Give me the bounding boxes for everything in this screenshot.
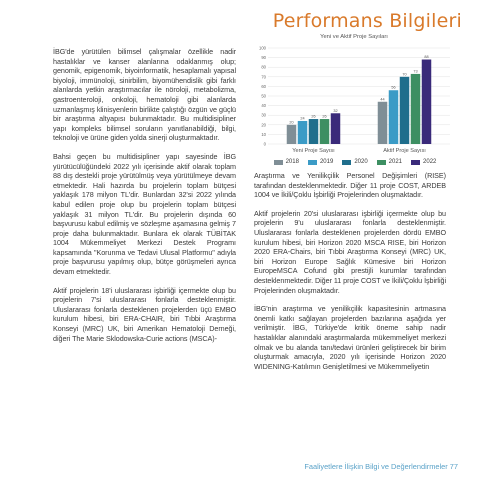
- bar: [411, 74, 421, 144]
- legend-swatch: [342, 160, 351, 165]
- y-tick-label: 90: [261, 55, 266, 61]
- legend-item: [411, 159, 436, 165]
- legend-swatch: [377, 160, 386, 165]
- chart-plot: [254, 42, 454, 158]
- paragraph: İBG'de yürütülen bilimsel çalışmalar özellikle nadir hastalıklar ve kanser alanlarına odaklanmış olup; genomik, epigenomik, biyoinformatik, hesaplamalı yapısal biyoloji, immünoloji, sinirbilim, biyomühendislik gibi farklı alanlarda yetkin araştırmacılar ile nöroloji, metabolizma, gastroenteroloji, onkoloji, hematoloji gibi alanlarda uzmanlaşmış klinisyenlerin birlikte çalıştığı özgün ve güçlü bir araştırma altyapısı bulunmaktadır. Bu multidisipliner yapı kompleks bilimsel soruların yanıtlanabildiği, bilgi, teknoloji ve ürüne giden yolda sinerji oluşturmaktadır.: [53, 47, 236, 143]
- data-label: 88: [424, 55, 429, 60]
- legend-item: [308, 159, 333, 165]
- paragraph: Bahsi geçen bu multidisipliner yapı sayesinde İBG yürütücülüğündeki 2022 yılı içerisinde aktif olarak toplam 88 dış destekli proje yürütülmüş veya yürütülmeye devam etmektedir. Hali hazırda bu projelerin toplam bütçesi yaklaşık 178 milyon TL'dir. Bunlardan 32'si 2022 yılında kabul edilen proje olup bu projelerin toplam bütçesi yaklaşık 31 milyon TL'dir. Bu projelerin dışında 60 başvurusu kabul edilmiş ve sözleşme aşamasına gelmiş 7 proje daha bulunmaktadır. Bunlara ek olarak TÜBİTAK 1004 Mükemmeliyet Merkezi Destek Programı kapsamında "Korunma ve Tedavi Ulusal Platformu" adıyla proje başvurusu yapılmış olup, bütçe görüşmeleri ayrıca devam etmektedir.: [53, 151, 236, 277]
- y-tick-label: 0: [263, 141, 266, 147]
- legend-label: 2018: [285, 159, 299, 165]
- bar: [320, 119, 330, 144]
- data-label: 70: [402, 72, 407, 77]
- y-tick-label: 70: [261, 74, 266, 80]
- chart-legend: [260, 159, 450, 165]
- y-tick-label: 80: [261, 64, 266, 70]
- y-tick-label: 60: [261, 83, 266, 89]
- bar: [422, 60, 432, 144]
- paragraph: Araştırma ve Yenilikçilik Personel Değişimleri (RISE) tarafından desteklenmektedir. Diğer 11 proje COST, ARDEB 1004 ve İkili/Çoklu İşbirliği Projelerinden oluşmaktadır.: [254, 171, 446, 200]
- chart-title: Yeni ve Aktif Proje Sayıları: [320, 34, 388, 40]
- y-tick-label: 30: [261, 112, 266, 118]
- data-label: 56: [391, 85, 396, 90]
- left-column: [53, 47, 236, 352]
- data-label: 44: [380, 97, 385, 102]
- legend-label: 2019: [319, 159, 334, 165]
- legend-swatch: [308, 160, 317, 165]
- bar: [389, 90, 399, 144]
- y-tick-label: 100: [259, 45, 266, 51]
- legend-item: [274, 159, 299, 165]
- x-tick-label: Yeni Proje Sayısı: [292, 148, 335, 154]
- data-label: 73: [413, 69, 418, 74]
- data-label: 20: [289, 120, 294, 125]
- data-label: 32: [333, 108, 338, 113]
- paragraph: Aktif projelerin 20'si uluslararası işbirliği içermekte olup bu projelerin 9'u uluslararası fonlarla desteklenmiştir. Uluslararası fonlarla desteklenen projelerden dördü EMBO kurulum hibesi, biri Horizon 2020 MSCA RISE, biri Horizon 2020 ERA-Chairs, biri Tıbbi Araştırma Konseyi (MRC) UK, biri Horizon Europe Sağlık Kümesive biri Horizon EuropeMSCA Cofund gibi prestijli kurumlar tarafından desteklenmektedir. Diğer 11 proje COST ve İkili/Çoklu İşbirliği Projelerinden oluşmaktadır.: [254, 208, 446, 295]
- data-label: 26: [311, 114, 316, 119]
- bar: [331, 113, 341, 144]
- legend-label: 2020: [354, 159, 368, 165]
- legend-label: 2022: [423, 159, 437, 165]
- data-label: 26: [322, 114, 327, 119]
- y-tick-label: 20: [261, 122, 266, 128]
- legend-item: [342, 159, 367, 165]
- right-column: [254, 171, 446, 380]
- bar: [298, 121, 308, 144]
- bar: [378, 102, 388, 144]
- paragraph: İBG'nin araştırma ve yenilikçilik kapasitesinin artmasına önemli katkı sağlayan projelerden bazılarına aşağıda yer verilmiştir. İBG, Türkiye'de kritik öneme sahip nadir hastalıklar alanındaki araştırmalarda mükemmeliyet merkezi olmak ve bu alanda tanı/tedavi ürünleri geliştirecek bir birim oluşturmak amacıyla, 2020 yılı içerisinde Horizon 2020 WIDENING-Katılımın Genişletilmesi ve Mükemmeliyetin: [254, 304, 446, 371]
- bar: [309, 119, 319, 144]
- y-tick-label: 50: [261, 93, 266, 99]
- legend-swatch: [274, 160, 283, 165]
- legend-item: [377, 159, 402, 165]
- page-footer: Faaliyetlere İlişkin Bilgi ve Değerlendirmeler 77: [304, 462, 458, 471]
- y-tick-label: 40: [261, 103, 266, 109]
- page-title: Performans Bilgileri: [272, 10, 462, 32]
- x-tick-label: Aktif Proje Sayısı: [383, 148, 426, 154]
- data-label: 24: [300, 116, 305, 121]
- bar: [400, 77, 410, 144]
- bar: [287, 125, 297, 144]
- y-tick-label: 10: [261, 131, 266, 137]
- legend-swatch: [411, 160, 420, 165]
- projects-bar-chart: [254, 34, 454, 169]
- legend-label: 2021: [388, 159, 403, 165]
- paragraph: Aktif projelerin 18'i uluslararası işbirliği içermekte olup bu projelerin 7'si uluslararası fonlarla desteklenmiştir. Uluslararası fonlarla desteklenen projelerden üçü EMBO kurulum hibesi, biri ERA-CHAIR, biri Tıbbi Araştırma Konseyi (MRC) UK, biri Amerikan Hematoloji Derneği, diğeri The Marie Sklodowska-Curie actions (MSCA)-: [53, 285, 236, 343]
